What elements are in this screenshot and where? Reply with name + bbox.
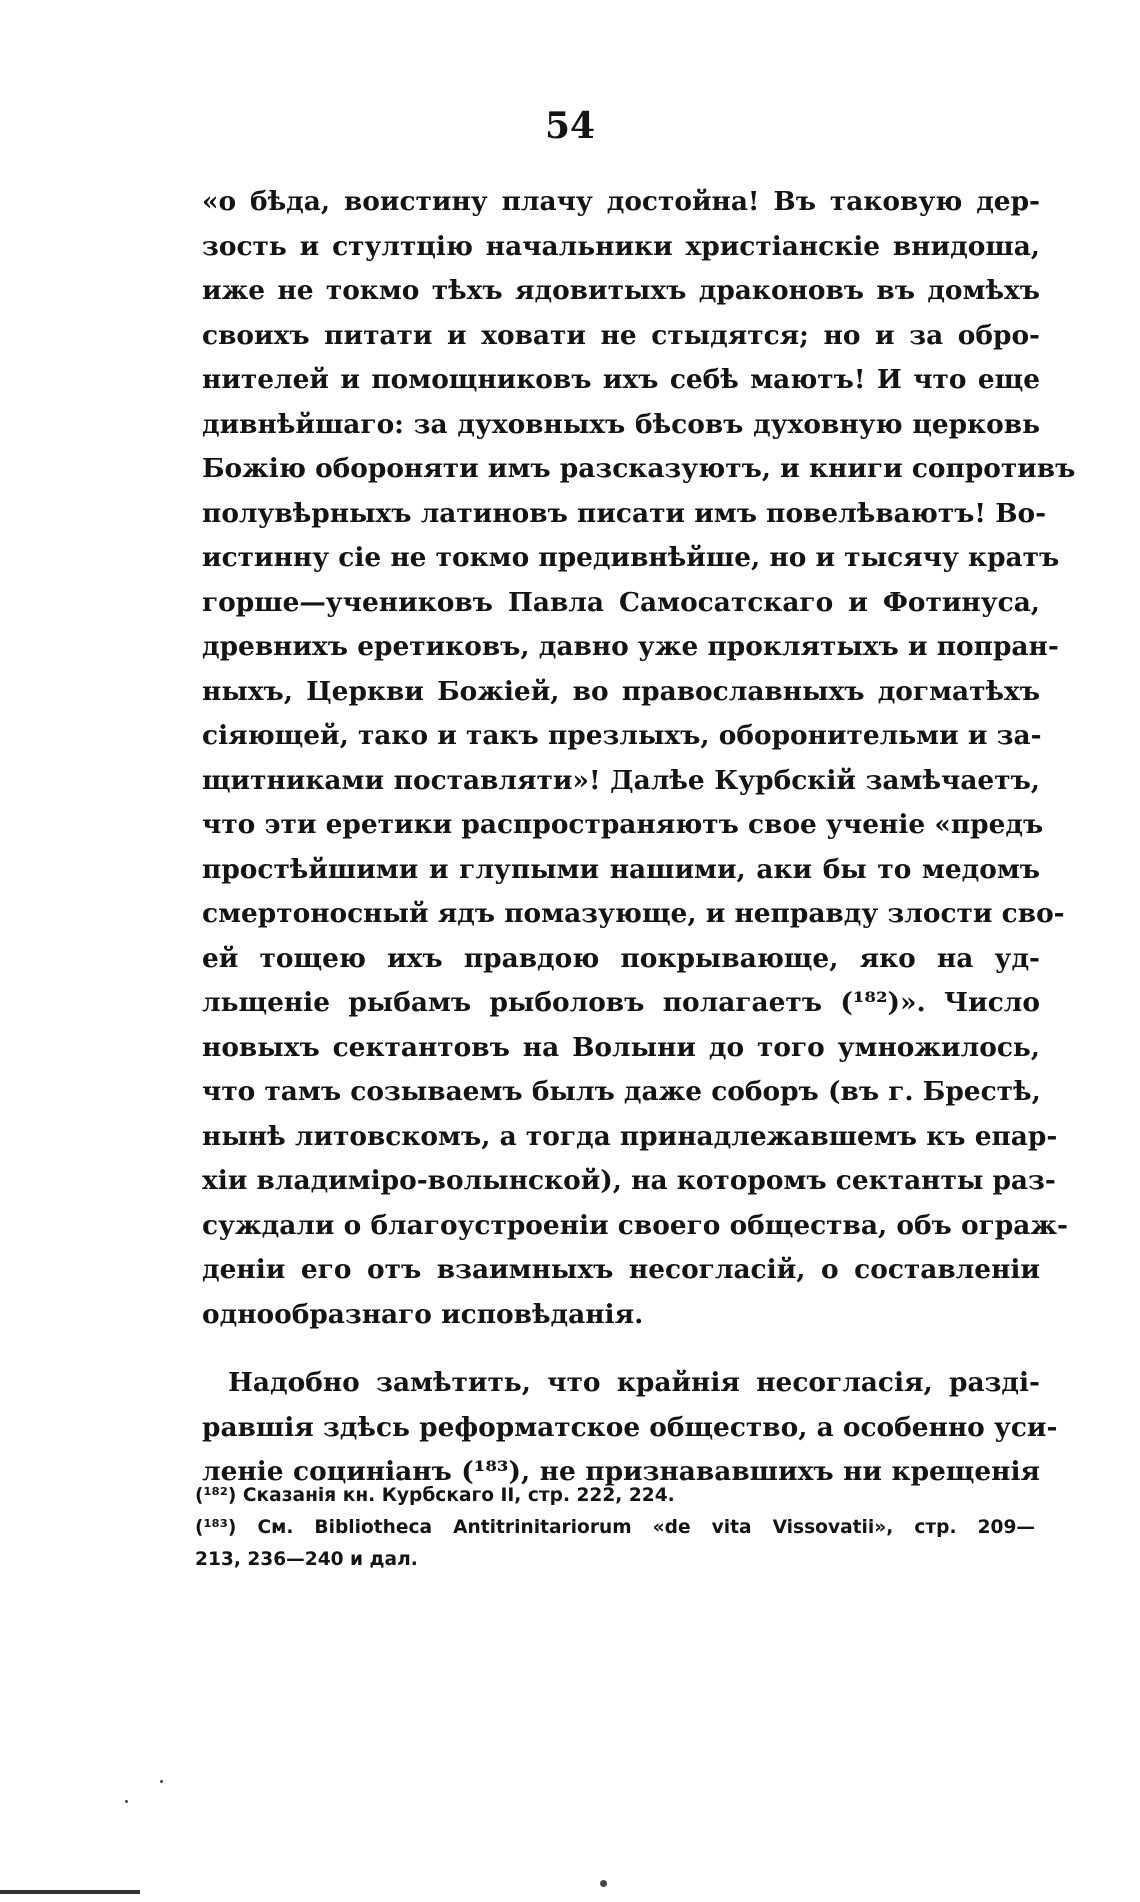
text-line: щитниками поставляти»! Далѣе Курбскій замѣчаетъ, — [202, 764, 1040, 796]
bottom-rule — [0, 1890, 140, 1894]
text-line: горше—учениковъ Павла Самосатскаго и Фотинуса, — [202, 586, 1040, 618]
text-line: зость и стултцію начальники христіанскіе внидоша, — [202, 230, 1040, 262]
text-line: что тамъ созываемъ былъ даже соборъ (въ г. Брестѣ, — [202, 1076, 1041, 1107]
text-line: истинну сіе не токмо предивнѣйше, но и тысячу кратъ — [202, 542, 1060, 573]
page-number: 54 — [544, 105, 596, 147]
footnotes — [195, 1480, 1035, 1576]
body-text — [202, 180, 1076, 1495]
text-line: нителей и помощниковъ ихъ себѣ маютъ! И что еще — [202, 364, 1040, 395]
text-line: льщеніе рыбамъ рыболовъ полагаетъ (¹⁸²)». Число — [202, 987, 1040, 1018]
text-line: нынѣ литовскомъ, а тогда принадлежавшемъ къ епар- — [202, 1120, 1058, 1152]
text-line: своихъ питати и ховати не стыдятся; но и за обро- — [202, 319, 1040, 351]
paragraph-2 — [202, 1361, 1058, 1495]
text-line: хіи владиміро-волынской), на которомъ сектанты раз- — [202, 1165, 1056, 1196]
footnote-182: (¹⁸²) Сказанія кн. Курбскаго II, стр. 222, 224. — [195, 1485, 675, 1506]
scan-speck — [600, 1880, 607, 1887]
text-line: однообразнаго исповѣданія. — [202, 1298, 644, 1330]
text-line: равшія здѣсь реформатское общество, а особенно уси- — [202, 1411, 1058, 1443]
text-line: Надобно замѣтить, что крайнія несогласія, раздi- — [228, 1367, 1040, 1398]
footnote-183-continued: 213, 236—240 и дал. — [195, 1549, 418, 1570]
text-line: «о бѣда, воистину плачу достойна! Въ таковую дер- — [202, 186, 1040, 217]
text-line: смертоносный ядъ помазующе, и неправду злости сво- — [202, 898, 1065, 929]
text-line: леніе социніанъ (¹⁸³), не признававшихъ ни крещенія — [202, 1456, 1040, 1487]
text-line: сіяющей, тако и такъ презлыхъ, оборонительми и за- — [202, 720, 1042, 751]
scan-speck — [160, 1780, 163, 1783]
text-line: дивнѣйшаго: за духовныхъ бѣсовъ духовную церковь — [202, 408, 1040, 440]
text-line: суждали о благоустроеніи своего общества, объ ограж- — [202, 1209, 1068, 1241]
text-line: новыхъ сектантовъ на Волыни до того умножилось, — [202, 1031, 1040, 1063]
footnote-183: (¹⁸³) См. Bibliotheca Antitrinitariorum «de vita Vissovatii», стр. 209— — [195, 1517, 1035, 1538]
text-line: деніи его отъ взаимныхъ несогласій, о составленіи — [202, 1254, 1040, 1285]
scan-speck — [125, 1800, 128, 1803]
text-line: что эти еретики распространяютъ свое ученіе «предъ — [202, 809, 1044, 840]
text-line: полувѣрныхъ латиновъ писати имъ повелѣваютъ! Во- — [202, 497, 1047, 529]
text-line: иже не токмо тѣхъ ядовитыхъ драконовъ въ домѣхъ — [202, 275, 1040, 306]
text-line: Божію обороняти имъ разсказуютъ, и книги сопротивъ — [202, 453, 1076, 484]
paragraph-1 — [202, 180, 1076, 1337]
text-line: ныхъ, Церкви Божіей, во православныхъ догматѣхъ — [202, 675, 1040, 707]
text-line: простѣйшими и глупыми нашими, аки бы то медомъ — [202, 853, 1040, 885]
text-line: древнихъ еретиковъ, давно уже проклятыхъ и попран- — [202, 631, 1059, 662]
text-line: ей тощею ихъ правдою покрывающе, яко на уд- — [202, 942, 1040, 974]
